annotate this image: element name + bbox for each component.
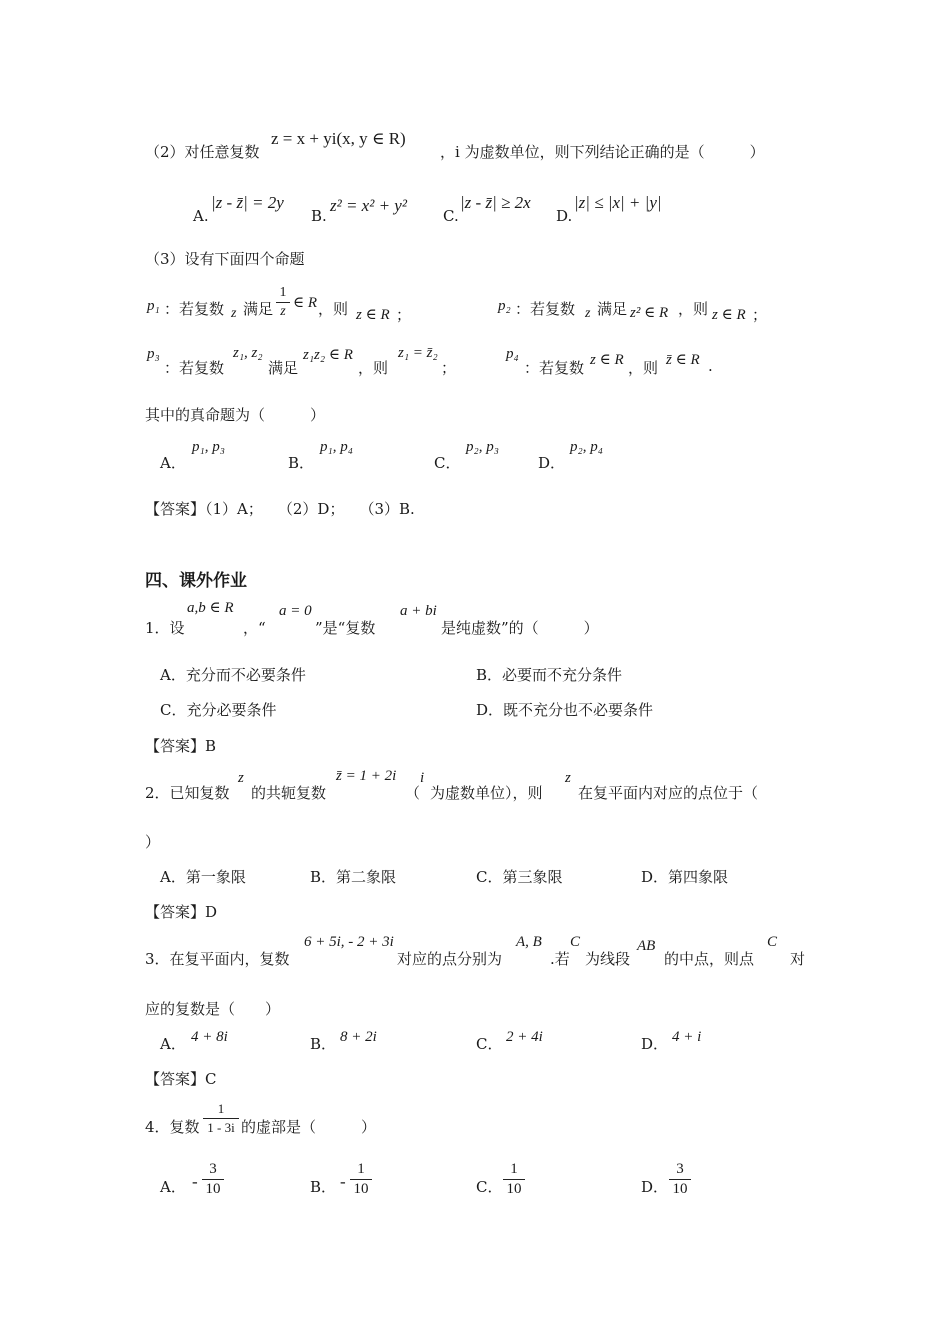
p2-conclusion: z ∈ R	[712, 307, 746, 323]
q2-suffix: ，i 为虚数单位，则下列结论正确的是（ ）	[440, 143, 765, 161]
q3-opt-b-math: p₁, p₄	[320, 439, 353, 455]
p3-end: ；	[441, 359, 457, 377]
hw-q3-opt-d-label: D．	[641, 1035, 669, 1053]
hw-q3-t1: 3．在复平面内，复数	[145, 950, 290, 968]
hw-q1-m3: a + bi	[400, 603, 437, 619]
hw-q4-opt-c-den: 10	[506, 1181, 522, 1197]
hw-q1-opt-b: B．必要而不充分条件	[476, 666, 623, 684]
hw-q4-opt-c-label: C．	[476, 1178, 503, 1196]
hw-q4-opt-c-frac	[503, 1161, 525, 1198]
q3-opt-d-label: D．	[538, 454, 566, 472]
hw-q3-t3: .若	[550, 950, 570, 968]
p3-zs: z₁, z₂	[233, 345, 263, 361]
p2-end: ；	[752, 306, 768, 324]
hw-q3-opt-a-label: A．	[160, 1035, 186, 1053]
p2-z: z	[585, 306, 591, 321]
hw-q4-opt-d-num: 3	[676, 1161, 684, 1177]
q3-opt-a-label: A．	[160, 454, 186, 472]
p1-text2: 满足	[243, 300, 274, 318]
hw-q2-m3: i	[420, 770, 425, 786]
p4-label: p₄	[506, 346, 519, 362]
p2-text3: ，则	[678, 300, 709, 318]
p2-text2: 满足	[597, 300, 628, 318]
hw-q3-opt-c-math: 2 + 4i	[506, 1029, 543, 1045]
hw-q2-t2: 的共轭复数	[251, 784, 327, 802]
p3-text3: ，则	[358, 359, 389, 377]
hw-q4-opt-b-label: B．	[310, 1178, 337, 1196]
hw-q3-m3: C	[570, 934, 581, 950]
hw-q4-opt-b-den: 10	[353, 1181, 369, 1197]
hw-q2-t5: 在复平面内对应的点位于（	[578, 784, 759, 802]
q2-math: z = x + yi(x, y ∈ R)	[271, 129, 406, 148]
hw-q2-answer: 【答案】D	[145, 903, 218, 921]
p1-conclusion: z ∈ R	[356, 307, 390, 323]
p1-frac-bar	[276, 302, 290, 303]
p3-text1: ：若复数	[164, 359, 225, 377]
q2-opt-b-math: z² = x² + y²	[330, 196, 407, 215]
hw-q4-opt-d-bar	[669, 1179, 691, 1180]
hw-q3-m4: AB	[637, 938, 656, 954]
hw-q3-t5: 的中点，则点	[664, 950, 755, 968]
hw-q2-t1: 2．已知复数	[145, 784, 230, 802]
p3-conclusion: z₁ = z̄₂	[398, 345, 438, 361]
q3-title: （3）设有下面四个命题	[145, 250, 305, 268]
hw-q4-opt-a-label: A．	[160, 1178, 186, 1196]
p4-text1: ：若复数	[524, 359, 585, 377]
p4-conclusion: z̄ ∈ R	[666, 352, 700, 368]
hw-q2-m1: z	[238, 770, 244, 786]
q2-opt-c-math: |z - z̄| ≥ 2x	[460, 193, 531, 212]
hw-q3-opt-a-math: 4 + 8i	[191, 1029, 228, 1045]
q2-opt-d-label: D.	[556, 207, 573, 225]
hw-q3-t6: 对	[790, 950, 806, 968]
hw-q4-opt-a-num: 3	[209, 1161, 217, 1177]
hw-q1-t1: 1．设	[145, 619, 185, 637]
hw-q2-t6: ）	[145, 833, 161, 851]
hw-q1-opt-d: D．既不充分也不必要条件	[476, 701, 654, 719]
hw-q3-m5: C	[767, 934, 778, 950]
hw-q4-frac-bar	[203, 1118, 239, 1119]
p2-condition: z² ∈ R	[630, 305, 669, 321]
hw-q1-opt-c: C．充分必要条件	[160, 701, 277, 719]
q2-opt-d-math: |z| ≤ |x| + |y|	[574, 193, 662, 212]
q3-opt-a-math: p₁, p₃	[192, 439, 225, 455]
p1-fraction	[276, 285, 290, 320]
p1-frac-den: z	[280, 304, 286, 319]
hw-q3-t2: 对应的点分别为	[397, 950, 503, 968]
section3-answer: 【答案】（1）A； （2）D； （3）B.	[145, 500, 415, 518]
hw-q4-frac-den: 1 - 3i	[207, 1120, 235, 1135]
q3-question: 其中的真命题为（ ）	[145, 406, 326, 424]
hw-q4-t2: 的虚部是（ ）	[241, 1118, 377, 1136]
q2-opt-a-label: A.	[193, 207, 209, 225]
hw-q3-opt-c-label: C．	[476, 1035, 503, 1053]
hw-q4-fraction	[203, 1101, 239, 1136]
hw-q4-opt-d-label: D．	[641, 1178, 669, 1196]
hw-q3-answer: 【答案】C	[145, 1070, 217, 1088]
p3-label: p₃	[147, 346, 160, 362]
hw-q3-opt-d-math: 4 + i	[672, 1029, 702, 1045]
hw-q4-opt-a-frac	[202, 1161, 224, 1198]
hw-q2-t3: （	[405, 784, 421, 802]
p1-z: z	[231, 306, 237, 321]
p3-text2: 满足	[268, 359, 299, 377]
hw-q4-opt-b-num: 1	[357, 1161, 365, 1177]
hw-q4-t1: 4．复数	[145, 1118, 200, 1136]
q3-opt-c-label: C．	[434, 454, 461, 472]
hw-q4-opt-b-sign: -	[340, 1172, 346, 1191]
p1-in: ∈ R	[293, 295, 318, 311]
hw-q4-opt-b-bar	[350, 1179, 372, 1180]
p3-condition: z₁z₂ ∈ R	[303, 347, 353, 363]
q2-opt-a-math: |z - z̄| = 2y	[211, 193, 284, 212]
q2-prefix: （2）对任意复数	[145, 143, 260, 161]
hw-q4-opt-d-den: 10	[672, 1181, 688, 1197]
hw-q4-opt-a-den: 10	[205, 1181, 221, 1197]
hw-q2-opt-a: A．第一象限	[160, 868, 246, 886]
hw-q4-opt-b-frac	[350, 1161, 372, 1198]
hw-q4-frac-num: 1	[217, 1101, 225, 1116]
p4-condition: z ∈ R	[590, 352, 624, 368]
p1-label: p₁	[147, 298, 160, 314]
hw-q4-opt-c-bar	[503, 1179, 525, 1180]
hw-q3-m2: A, B	[516, 934, 542, 950]
hw-q1-opt-a: A．充分而不必要条件	[160, 666, 306, 684]
hw-q1-answer: 【答案】B	[145, 737, 217, 755]
q2-opt-c-label: C.	[443, 207, 459, 225]
p1-text3: ，则	[318, 300, 349, 318]
q3-opt-c-math: p₂, p₃	[466, 439, 499, 455]
hw-q3-m1: 6 + 5i, - 2 + 3i	[304, 934, 394, 950]
hw-q1-t2: ，“	[243, 619, 266, 637]
hw-q4-opt-a-bar	[202, 1179, 224, 1180]
section4-heading: 四、课外作业	[145, 571, 247, 591]
hw-q3-opt-b-math: 8 + 2i	[340, 1029, 377, 1045]
q3-opt-d-math: p₂, p₄	[570, 439, 603, 455]
hw-q3-t7: 应的复数是（ ）	[145, 1000, 281, 1018]
hw-q1-m1: a,b ∈ R	[187, 600, 234, 616]
p4-text3: ，则	[628, 359, 659, 377]
hw-q2-m2: z̄ = 1 + 2i	[336, 768, 397, 784]
hw-q3-opt-b-label: B．	[310, 1035, 337, 1053]
hw-q1-t4: 是纯虚数”的（ ）	[441, 619, 599, 637]
p1-end: ；	[396, 306, 412, 324]
hw-q2-opt-b: B．第二象限	[310, 868, 397, 886]
hw-q1-m2: a = 0	[279, 603, 312, 619]
p2-label: p₂	[498, 298, 511, 314]
q2-opt-b-label: B.	[311, 207, 327, 225]
p2-text1: ：若复数	[515, 300, 576, 318]
hw-q2-opt-c: C．第三象限	[476, 868, 563, 886]
hw-q1-t3: ”是“复数	[315, 619, 376, 637]
p1-frac-num: 1	[279, 285, 287, 300]
hw-q2-t4: 为虚数单位），则	[430, 784, 543, 802]
hw-q4-opt-d-frac	[669, 1161, 691, 1198]
p1-text1: ：若复数	[164, 300, 225, 318]
p4-end: .	[708, 357, 713, 375]
hw-q2-opt-d: D．第四象限	[641, 868, 729, 886]
q3-opt-b-label: B．	[288, 454, 315, 472]
hw-q3-t4: 为线段	[585, 950, 631, 968]
hw-q2-m4: z	[565, 770, 571, 786]
hw-q4-opt-c-num: 1	[510, 1161, 518, 1177]
hw-q4-opt-a-sign: -	[192, 1172, 198, 1191]
